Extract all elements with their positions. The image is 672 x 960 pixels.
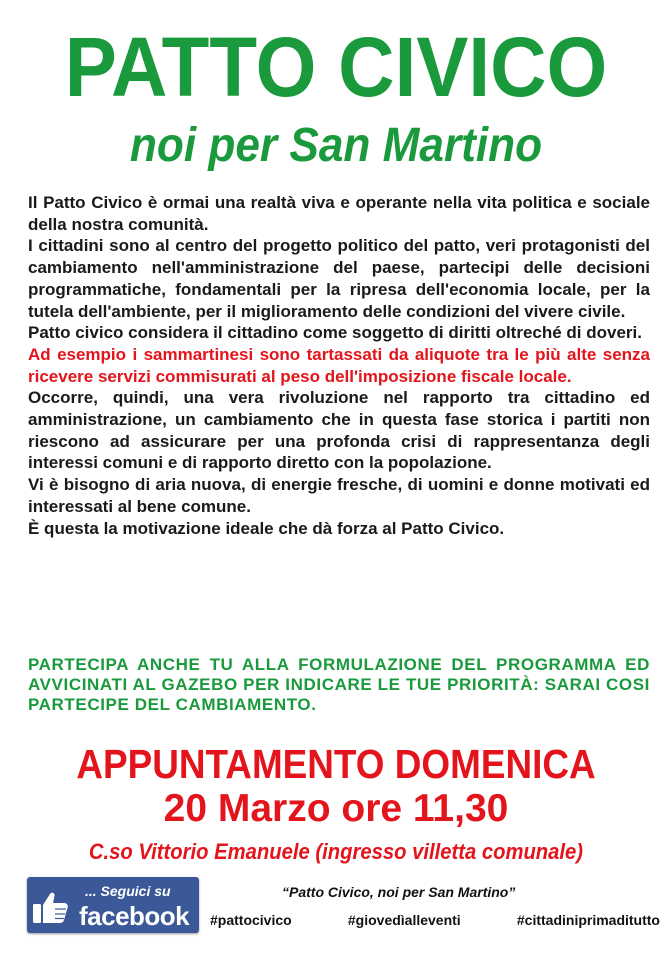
hashtag: #pattocivico <box>210 912 292 928</box>
call-to-action: PARTECIPA ANCHE TU ALLA FORMULAZIONE DEL PROGRAMMA ED AVVICINATI AL GAZEBO PER INDICARE LE TUE PRIORITÀ: SARAI COSI PARTECIPE DEL CAMBIAMENTO. <box>28 655 650 714</box>
slogan: “Patto Civico, noi per San Martino” <box>282 884 516 900</box>
paragraph-highlight: Ad esempio i sammartinesi sono tartassati da aliquote tra le più alte senza ricevere servizi commisurati al peso dell'imposizione fiscale locale. <box>28 344 650 386</box>
poster-subtitle: noi per San Martino <box>129 119 543 172</box>
event-heading: APPUNTAMENTO DOMENICA <box>76 741 596 787</box>
paragraph: Patto civico considera il cittadino come soggetto di diritti oltreché di doveri. <box>28 323 642 343</box>
hashtag: #giovedìalleventi <box>347 912 461 928</box>
hashtag-list <box>210 912 660 928</box>
hashtag: #cittadiniprimaditutto <box>516 912 660 928</box>
thumbs-up-icon <box>31 887 71 927</box>
paragraph: I cittadini sono al centro del progetto politico del patto, veri protagonisti del cambiamento nell'amministrazione del paese, partecipi delle decisioni programmatiche, fondamentali per la ripresa dell'economia locale, per la tutela dell'ambiente, per il miglioramento delle condizioni del vivere civile. <box>28 236 650 321</box>
facebook-logo-text: facebook <box>79 901 190 931</box>
event-date: 20 Marzo ore 11,30 <box>163 787 509 830</box>
paragraph: Occorre, quindi, una vera rivoluzione nel rapporto tra cittadino ed amministrazione, un cambiamento che in questa fase storica i partiti non riescono ad assicurare per una profonda crisi di rappresentanza degli interessi comuni e di rapporto diretto con la popolazione. <box>28 388 650 473</box>
facebook-badge[interactable] <box>27 877 199 933</box>
event-location: C.so Vittorio Emanuele (ingresso villetta comunale) <box>88 839 584 864</box>
paragraph: Il Patto Civico è ormai una realtà viva e operante nella vita politica e sociale della nostra comunità. <box>28 193 650 234</box>
paragraph: Vi è bisogno di aria nuova, di energie fresche, di uomini e donne motivati ed interessati al bene comune. <box>28 475 650 516</box>
facebook-follow-label: ... Seguici su <box>85 883 171 899</box>
poster-title: PATTO CIVICO <box>64 20 608 114</box>
body-text <box>28 192 650 539</box>
paragraph: È questa la motivazione ideale che dà forza al Patto Civico. <box>28 518 505 538</box>
